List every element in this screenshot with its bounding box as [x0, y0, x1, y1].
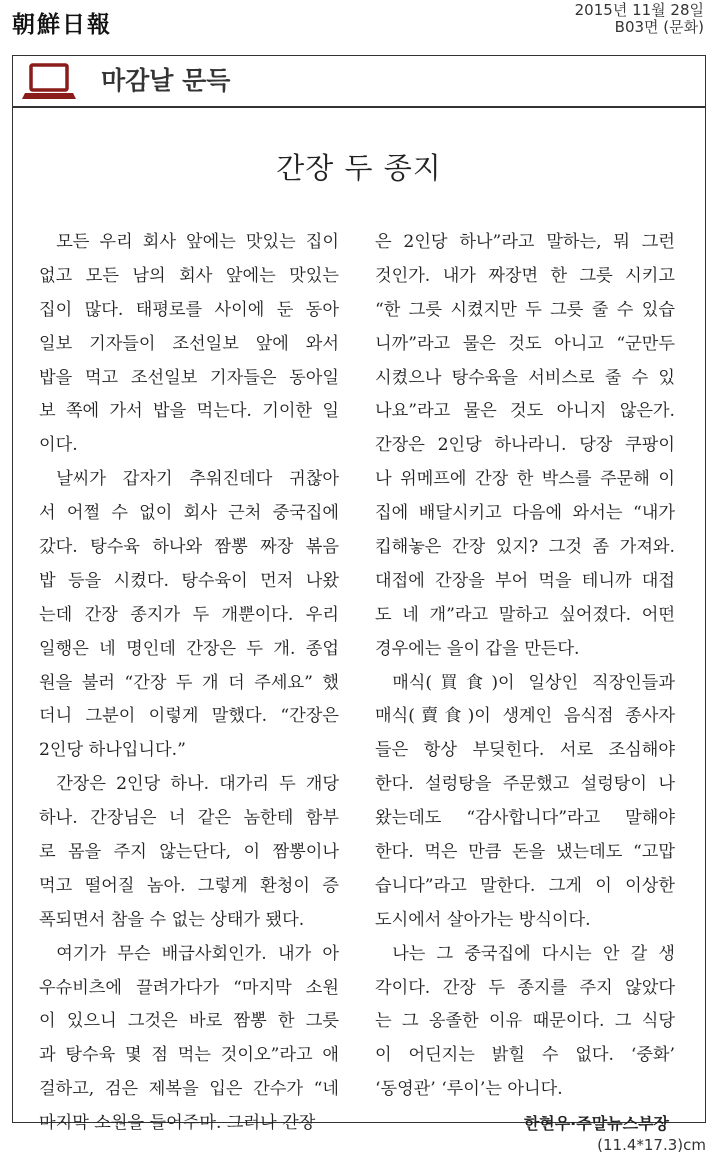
text-line: 이 어딘지는 밝힐 수 없다. ‘중화’ [375, 1045, 675, 1066]
text-line: 이다. [39, 435, 78, 456]
text-line: 킵해놓은 간장 있지? 그것 좀 가져와. [375, 537, 675, 558]
text-line: 간장은 2인당 하나. 대가리 두 개당 [56, 774, 339, 795]
text-line: 도 네 개”라고 말하고 싶어졌다. 어떤 [375, 604, 675, 625]
text-line: 폭되면서 참을 수 없는 상태가 됐다. [39, 909, 305, 930]
text-line: 왔는데도 “감사합니다”라고 말해야 [375, 808, 675, 829]
text-line: 밥을 먹고 조선일보 기자들은 동아일 [39, 367, 339, 388]
text-line: 2인당 하나입니다.” [39, 740, 186, 761]
issue-page: B03면 (문화) [614, 18, 704, 36]
text-line: 나요”라고 물은 것도 아니지 않은가. [375, 401, 675, 422]
text-line: 과 탕수육 몇 점 먹는 것이오”라고 애 [39, 1045, 339, 1066]
text-line: 갔다. 탕수육 하나와 짬뽕 짜장 볶음 [39, 537, 339, 558]
text-line: 매식(買食)이 일상인 직장인들과 [392, 672, 675, 693]
text-line: 니까”라고 물은 것도 아니고 “군만두 [375, 333, 675, 354]
text-line: 우슈비츠에 끌려가다가 “마지막 소원 [39, 977, 339, 998]
body-column-left [39, 226, 339, 1141]
text-line: 집이 많다. 태평로를 사이에 둔 동아 [39, 299, 339, 320]
text-line: 일보 기자들이 조선일보 앞에 와서 [39, 333, 339, 354]
column-name: 마감날 문득 [101, 66, 231, 95]
text-line: 나 위메프에 간장 한 박스를 주문해 이 [375, 469, 675, 490]
text-line: 시켰으나 탕수육을 서비스로 줄 수 있 [375, 367, 675, 388]
issue-info [575, 2, 704, 36]
text-line: 도시에서 살아가는 방식이다. [375, 909, 591, 930]
text-line: 한다. 먹은 만큼 돈을 냈는데도 “고맙 [375, 842, 675, 863]
article-frame [12, 55, 706, 1134]
text-line: 간장은 2인당 하나라니. 당장 쿠팡이 [375, 435, 675, 456]
laptop-icon [21, 63, 77, 101]
text-line: 는데 간장 종지가 두 개뿐이다. 우리 [39, 604, 339, 625]
text-line: 하나. 간장님은 너 같은 놈한테 함부 [39, 808, 339, 829]
newspaper-masthead: 朝鮮日報 [12, 11, 112, 38]
text-line: 매식(賣食)이 생계인 음식점 종사자 [375, 706, 675, 727]
text-line: 모든 우리 회사 앞에는 맛있는 집이 [56, 232, 339, 252]
text-line: 더니 그분이 이렇게 말했다. “간장은 [39, 706, 339, 727]
text-line: 마지막 소원을 들어주마. 그러나 간장 [39, 1113, 316, 1134]
text-line: 대접에 간장을 부어 먹을 테니까 대접 [375, 570, 675, 591]
text-line: 은 2인당 하나”라고 말하는, 뭐 그런 [375, 232, 675, 252]
text-line: ‘동영관’ ‘루이’는 아니다. [375, 1079, 563, 1100]
author-byline: 한현우·주말뉴스부장 [523, 1114, 669, 1134]
text-line: 날씨가 갑자기 추워진데다 귀찮아 [56, 469, 339, 490]
text-line: 이 있으니 그것은 바로 짬뽕 한 그릇 [39, 1011, 339, 1032]
text-line: 로 몸을 주지 않는단다, 이 짬뽕이나 [39, 842, 339, 863]
text-line: 원을 불러 “간장 두 개 더 주세요” 했 [39, 672, 339, 693]
text-line: 일행은 네 명인데 간장은 두 개. 종업 [39, 638, 339, 659]
text-line: 습니다”라고 말한다. 그게 이 이상한 [375, 875, 675, 896]
text-line: 나는 그 중국집에 다시는 안 갈 생 [392, 943, 675, 964]
issue-date: 2015년 11월 28일 [574, 1, 704, 19]
text-line: 없고 모든 남의 회사 앞에는 맛있는 [39, 265, 339, 286]
text-line: 서 어쩔 수 없이 회사 근처 중국집에 [39, 503, 339, 524]
text-line: 밥 등을 시켰다. 탕수육이 먼저 나왔 [39, 570, 339, 591]
text-line: 는 그 옹졸한 이유 때문이다. 그 식당 [375, 1011, 675, 1032]
text-line: 걸하고, 검은 제복을 입은 간수가 “네 [39, 1079, 339, 1100]
text-line: 한다. 설렁탕을 주문했고 설렁탕이 나 [375, 774, 675, 795]
column-header [13, 56, 705, 108]
body-column-right [375, 226, 675, 1141]
text-line: 먹고 떨어질 놈아. 그렇게 환청이 증 [39, 875, 339, 896]
text-line: 보 쪽에 가서 밥을 먹는다. 기이한 일 [39, 401, 339, 422]
text-line: 것인가. 내가 짜장면 한 그릇 시키고 [375, 265, 675, 286]
text-line: 집에 배달시키고 다음에 와서는 “내가 [375, 503, 675, 524]
clipping-size-note: (11.4*17.3)cm [597, 1136, 706, 1154]
text-line: 여기가 무슨 배급사회인가. 내가 아 [56, 943, 339, 964]
text-line: 경우에는 을이 갑을 만든다. [375, 638, 580, 659]
article-headline: 간장 두 종지 [276, 151, 442, 185]
text-line: 들은 항상 부딪힌다. 서로 조심해야 [375, 740, 675, 761]
text-line: “한 그릇 시켰지만 두 그릇 줄 수 있습 [375, 299, 675, 320]
text-line: 각이다. 간장 두 종지를 주지 않았다 [375, 977, 675, 998]
